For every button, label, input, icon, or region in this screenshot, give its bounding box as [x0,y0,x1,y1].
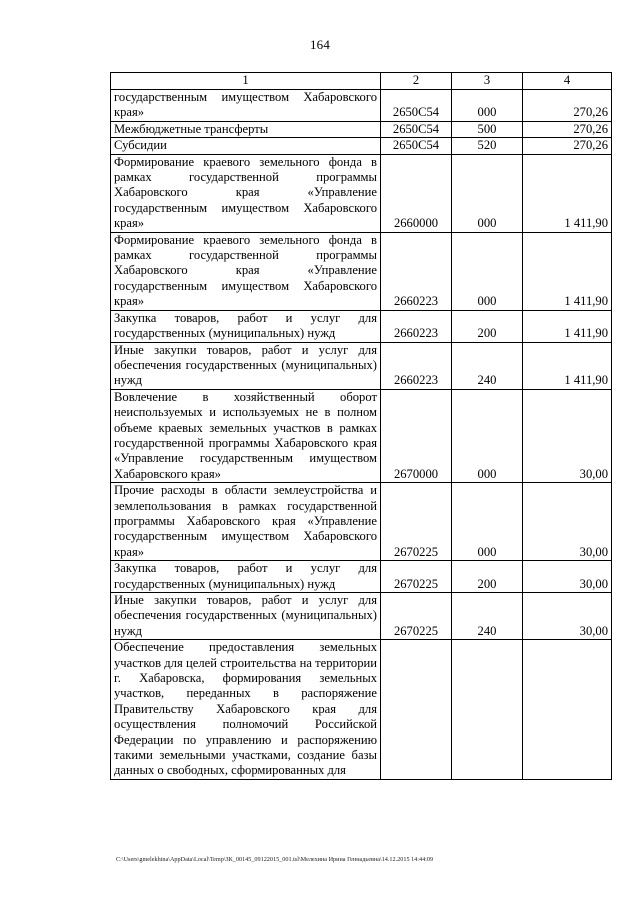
table-row [111,593,612,640]
row-kind: 240 [452,593,523,640]
row-amount: 270,26 [523,121,612,137]
row-kind: 000 [452,154,523,232]
table-row [111,640,612,780]
row-name: Закупка товаров, работ и услуг для государственных (муниципальных) нужд [111,561,381,593]
table-header-row [111,73,612,90]
row-kind: 000 [452,232,523,310]
row-code: 2650С54 [381,138,452,154]
column-header-name: 1 [111,73,381,90]
row-code: 2650С54 [381,90,452,122]
table-row [111,90,612,122]
table-row [111,154,612,232]
column-header-kind: 3 [452,73,523,90]
row-kind: 000 [452,90,523,122]
row-code: 2670225 [381,561,452,593]
table-row [111,121,612,137]
row-name: Обеспечение предоставления земельных участков для целей строительства на территории г. Хабаровска, формирования земельных участков, переданных в распоряжение Правительству Хабаровского края для осуществления полномочий Российской Федерации по управлению и распоряжению такими земельными участками, создание базы данных о свободных, сформированных для [111,640,381,780]
row-amount: 270,26 [523,90,612,122]
row-name: Вовлечение в хозяйственный оборот неиспользуемых и используемых не в полном объеме краевых земельных участков в рамках государственной программы Хабаровского края «Управление государственным имуществом Хабаровского края» [111,389,381,482]
table-row [111,138,612,154]
page-number: 164 [309,37,331,52]
row-kind: 500 [452,121,523,137]
budget-table [110,72,612,780]
row-code: 2670225 [381,483,452,561]
row-code: 2660000 [381,154,452,232]
row-kind: 200 [452,561,523,593]
row-amount: 30,00 [523,483,612,561]
row-name: Закупка товаров, работ и услуг для государственных (муниципальных) нужд [111,310,381,342]
footer-file-path: C:\Users\gmelekhina\AppData\Local\Temp\ЗК_00145_09122015_001.tsl\Мелехина Ирина Геннадьевна\14.12.2015 14:44:09 [116,856,434,863]
table-row [111,561,612,593]
row-amount: 1 411,90 [523,310,612,342]
row-kind: 520 [452,138,523,154]
row-code: 2670225 [381,593,452,640]
row-kind: 240 [452,342,523,389]
row-code: 2650С54 [381,121,452,137]
row-code: 2660223 [381,342,452,389]
row-amount: 30,00 [523,593,612,640]
row-kind: 000 [452,483,523,561]
row-kind: 000 [452,389,523,482]
row-kind: 200 [452,310,523,342]
column-header-code: 2 [381,73,452,90]
row-name: Межбюджетные трансферты [111,121,381,137]
row-code: 2660223 [381,310,452,342]
row-name: Формирование краевого земельного фонда в рамках государственной программы Хабаровского края «Управление государственным имуществом Хабаровского края» [111,154,381,232]
table-row [111,342,612,389]
column-header-amount: 4 [523,73,612,90]
row-code [381,640,452,780]
table-row [111,483,612,561]
row-amount: 30,00 [523,389,612,482]
table-row [111,310,612,342]
row-name: Субсидии [111,138,381,154]
row-code: 2670000 [381,389,452,482]
row-kind [452,640,523,780]
table-row [111,389,612,482]
row-amount: 30,00 [523,561,612,593]
row-name: Прочие расходы в области землеустройства и землепользования в рамках государственной программы Хабаровского края «Управление государственным имуществом Хабаровского края» [111,483,381,561]
row-amount: 270,26 [523,138,612,154]
row-amount: 1 411,90 [523,232,612,310]
row-name: Иные закупки товаров, работ и услуг для обеспечения государственных (муниципальных) нужд [111,593,381,640]
row-amount [523,640,612,780]
row-name: Формирование краевого земельного фонда в рамках государственной программы Хабаровского края «Управление государственным имуществом Хабаровского края» [111,232,381,310]
table-row [111,232,612,310]
row-name: Иные закупки товаров, работ и услуг для обеспечения государственных (муниципальных) нужд [111,342,381,389]
row-name: государственным имуществом Хабаровского края» [111,90,381,122]
row-code: 2660223 [381,232,452,310]
row-amount: 1 411,90 [523,154,612,232]
row-amount: 1 411,90 [523,342,612,389]
